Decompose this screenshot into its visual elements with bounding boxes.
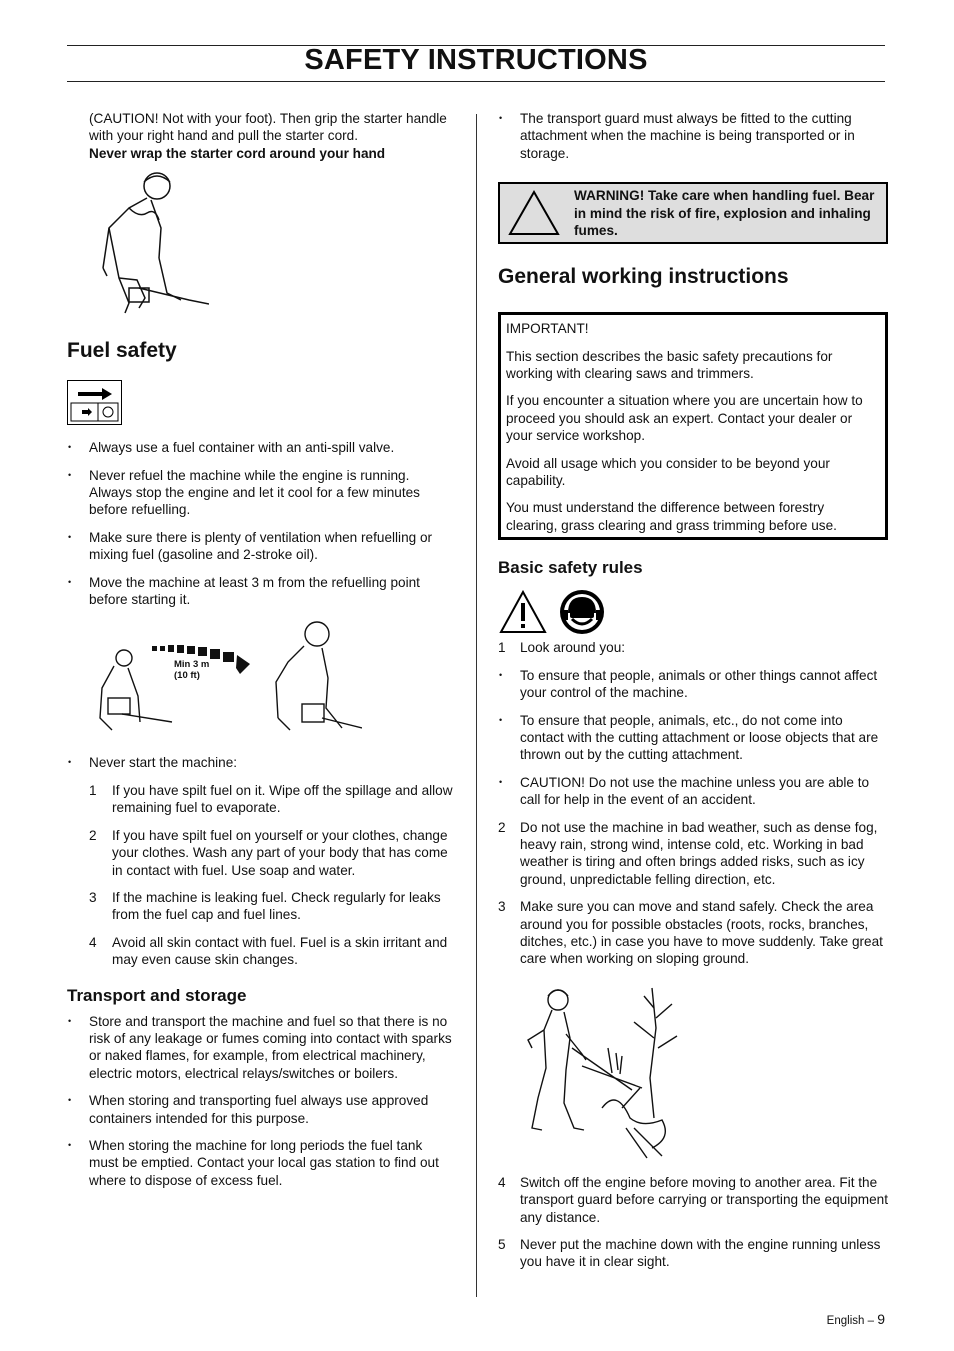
intro-text: (CAUTION! Not with your foot). Then grip the starter handle with your right hand and pull the starter cord. <box>89 111 447 144</box>
rule-text: Look around you: <box>520 640 626 656</box>
item-number: 2 <box>89 827 97 843</box>
rule-text: Do not use the machine in bad weather, such as dense fog, heavy rain, strong wind, intense cold, etc. Working in bad weather is tiring and often brings added risks, such as icy ground, unpredictable felling direction, etc. <box>520 819 878 887</box>
transport-storage-heading: Transport and storage <box>67 985 247 1005</box>
rule-text: Never put the machine down with the engine running unless you have it in clear sight. <box>520 1237 881 1270</box>
transport-bullet: • When storing the machine for long periods the fuel tank must be emptied. Contact your local gas station to find out where to dispose of excess fuel. <box>67 1137 455 1189</box>
footer-dash: – <box>867 1315 874 1327</box>
fuel-bullet: • Move the machine at least 3 m from the refuelling point before starting it. <box>67 574 455 609</box>
safety-rule <box>498 1174 888 1226</box>
warning-triangle-icon <box>506 188 562 238</box>
look-around-bullet: • CAUTION! Do not use the machine unless you are able to call for help in the event of an accident. <box>498 774 888 809</box>
important-paragraph: This section describes the basic safety precautions for working with clearing saws and trimmers. <box>506 348 833 382</box>
fuel-symbol <box>67 380 122 425</box>
rule-text: Switch off the engine before moving to another area. Fit the transport guard before carrying or transporting the equipment any distance. <box>520 1174 888 1225</box>
page-number: 9 <box>877 1311 885 1327</box>
item-text: If the machine is leaking fuel. Check regularly for leaks from the fuel cap and fuel lines. <box>112 889 441 923</box>
item-text: If you have spilt fuel on it. Wipe off the spillage and allow remaining fuel to evaporate. <box>112 782 453 816</box>
safety-rule <box>498 898 888 968</box>
fuel-warning-box <box>498 182 888 244</box>
rule-number: 3 <box>498 899 506 915</box>
right-column <box>498 110 888 1281</box>
never-start-item <box>67 934 455 969</box>
safety-symbols <box>498 589 888 635</box>
never-start-item <box>67 827 455 879</box>
look-around-bullet: • To ensure that people, animals, etc., do not come into contact with the cutting attachment or loose objects that are thrown out by the cutting attachment. <box>498 712 888 764</box>
starter-illustration <box>89 168 455 320</box>
rule-number: 2 <box>498 819 506 835</box>
important-paragraph: You must understand the difference between forestry clearing, grass clearing and grass trimming before use. <box>506 500 837 533</box>
transport-bullet: • When storing and transporting fuel always use approved containers intended for this purpose. <box>67 1092 455 1127</box>
refuel-arrow-icon <box>68 381 121 424</box>
intro-paragraph <box>67 110 455 162</box>
title-rule <box>67 81 885 82</box>
item-number: 1 <box>89 782 97 798</box>
footer-language: English <box>826 1315 865 1327</box>
safety-rule <box>498 1236 888 1271</box>
refuel-distance-illustration <box>92 618 455 738</box>
general-working-heading: General working instructions <box>498 265 789 289</box>
transport-bullet: • Store and transport the machine and fuel so that there is no risk of any leakage or fumes coming into contact with sparks or naked flames, for example, from electrical machinery, electric motors, electrical relays/switches or boilers. <box>67 1013 455 1083</box>
page-footer <box>700 1311 885 1327</box>
important-paragraph: If you encounter a situation where you are uncertain how to proceed you should ask an expert. Contact your dealer or your service workshop. <box>506 393 863 444</box>
page-title: SAFETY INSTRUCTIONS <box>304 44 648 76</box>
trimmer-illustration <box>522 978 888 1162</box>
fuel-safety-heading: Fuel safety <box>67 339 177 363</box>
never-start-item <box>67 889 455 924</box>
intro-bold: Never wrap the starter cord around your hand <box>89 145 386 161</box>
distance-label-2: (10 ft) <box>174 670 200 682</box>
important-label: IMPORTANT! <box>506 321 589 337</box>
trimmer-operator-icon <box>522 978 687 1160</box>
transport-guard-bullet: • The transport guard must always be fitted to the cutting attachment when the machine is being transported or in storage. <box>498 110 888 162</box>
fuel-bullet: • Always use a fuel container with an anti-spill valve. <box>67 439 455 456</box>
item-text: Avoid all skin contact with fuel. Fuel is a skin irritant and may even cause skin changes. <box>112 934 448 968</box>
fuel-bullet: • Never refuel the machine while the engine is running. Always stop the engine and let it cool for a few minutes before refuelling. <box>67 467 455 519</box>
person-starting-machine-icon <box>89 168 209 318</box>
important-paragraph: Avoid all usage which you consider to be beyond your capability. <box>506 455 830 489</box>
exclamation-triangle-icon <box>498 589 548 635</box>
left-column <box>67 110 455 1199</box>
basic-safety-rules-heading: Basic safety rules <box>498 558 643 578</box>
rule-number: 5 <box>498 1237 506 1252</box>
item-number: 4 <box>89 934 97 950</box>
never-start-bullet: • Never start the machine: <box>67 754 455 771</box>
safety-rule <box>498 639 888 656</box>
column-divider <box>476 114 477 1297</box>
safety-rule <box>498 819 888 889</box>
item-text: If you have spilt fuel on yourself or your clothes, change your clothes. Wash any part of your body that has come in contact with fuel. Use soap and water. <box>112 827 448 878</box>
look-around-bullet: • To ensure that people, animals or other things cannot affect your control of the machine. <box>498 667 888 702</box>
rule-number: 1 <box>498 640 506 656</box>
rule-number: 4 <box>498 1174 506 1190</box>
item-number: 3 <box>89 889 97 905</box>
refuel-move-icon <box>92 618 362 738</box>
face-protection-icon <box>558 589 606 635</box>
never-start-item <box>67 782 455 817</box>
fuel-bullet: • Make sure there is plenty of ventilation when refuelling or mixing fuel (gasoline and 2-stroke oil). <box>67 529 455 564</box>
warning-text: WARNING! Take care when handling fuel. Bear in mind the risk of fire, explosion and inhaling fumes. <box>574 188 875 239</box>
important-box <box>498 312 888 540</box>
distance-label-1: Min 3 m <box>174 659 210 671</box>
rule-text: Make sure you can move and stand safely. Check the area around you for possible obstacles (roots, rocks, branches, ditches, etc.) in case you have to move suddenly. Take great care when working on sloping ground. <box>520 899 883 967</box>
